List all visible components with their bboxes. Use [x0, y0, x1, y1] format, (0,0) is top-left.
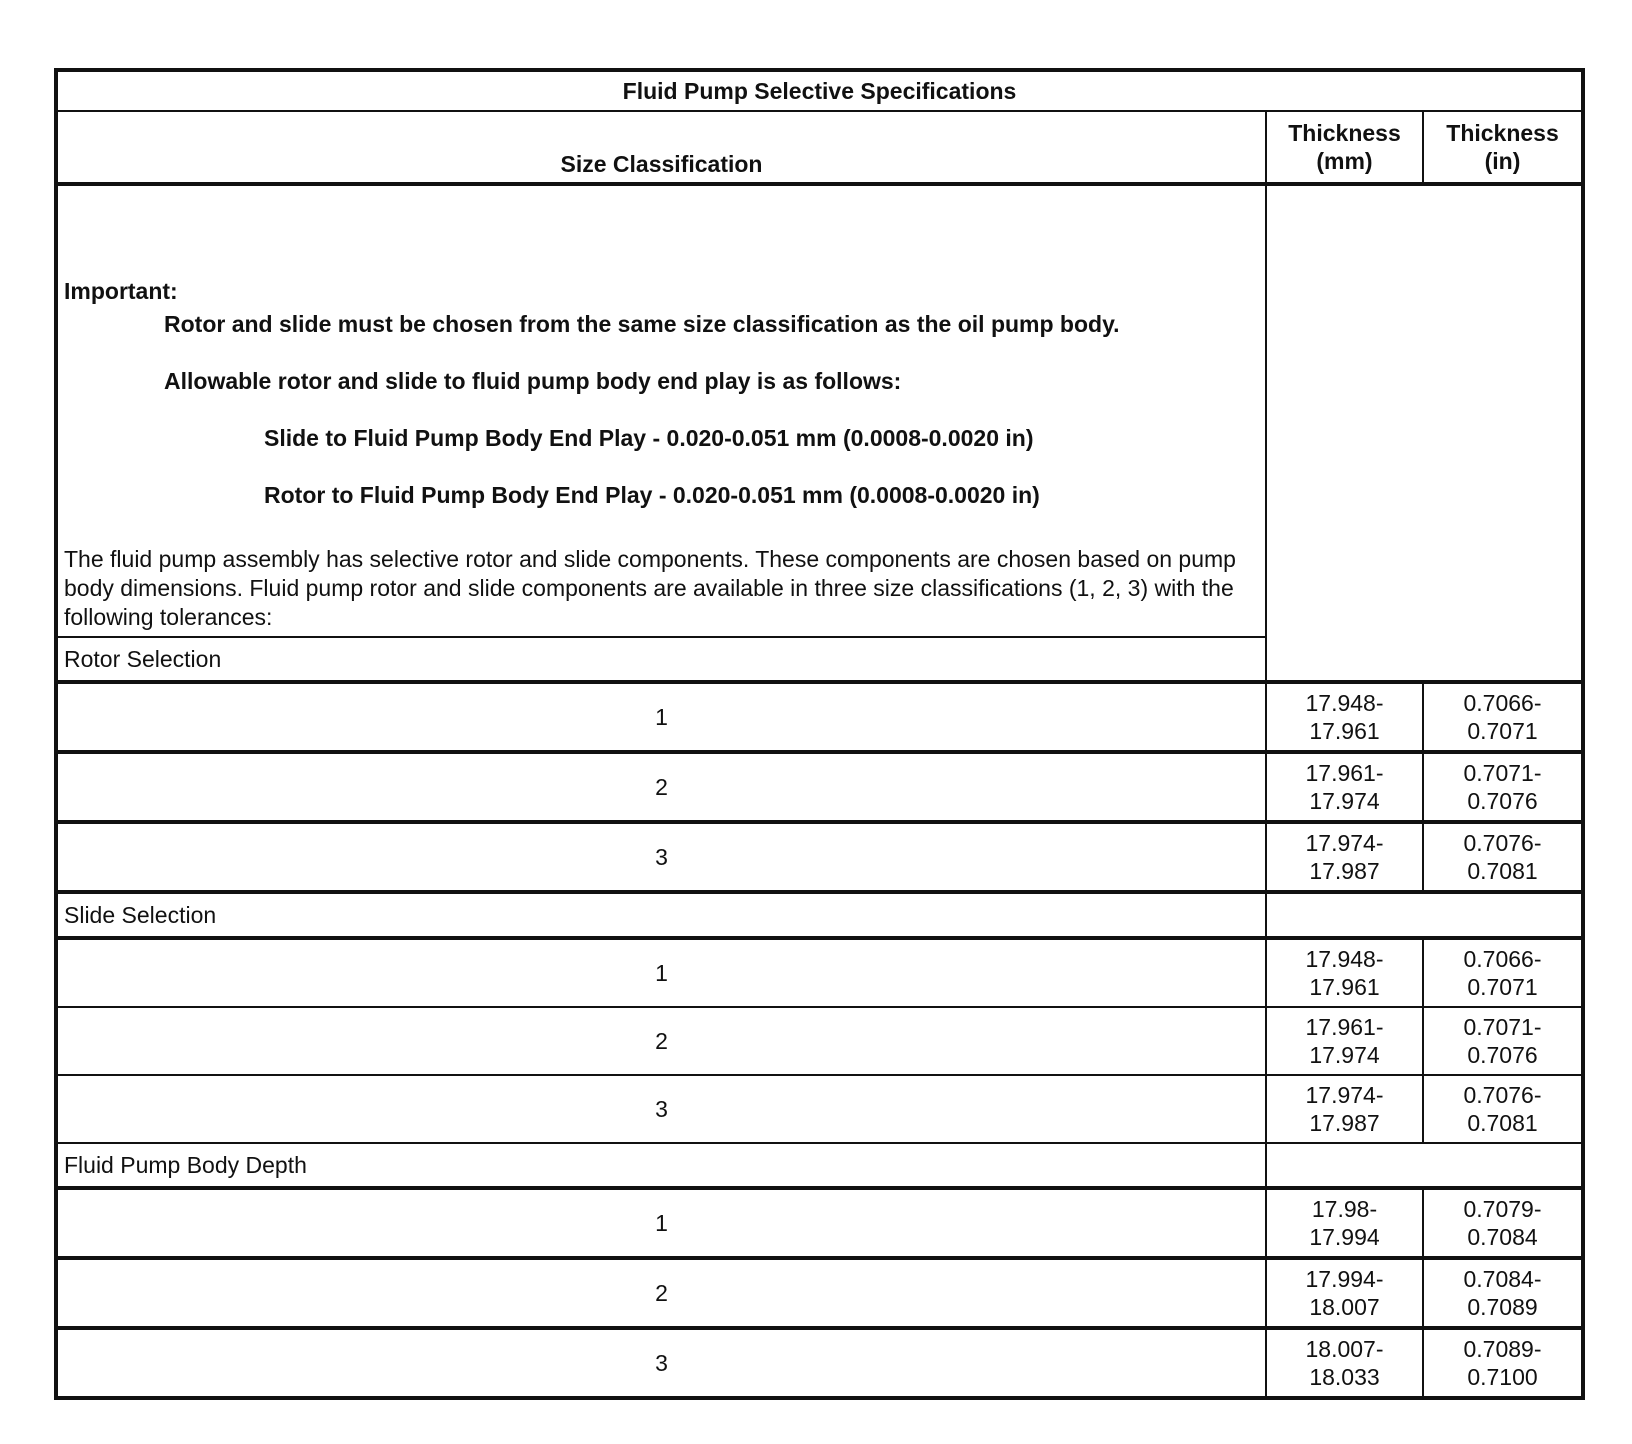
table-row	[56, 1188, 1583, 1258]
notes-row	[56, 184, 1583, 637]
thickness-in-cell	[1423, 752, 1583, 822]
table-title: Fluid Pump Selective Specifications	[56, 70, 1583, 111]
section-label-body-depth: Fluid Pump Body Depth	[56, 1143, 1266, 1188]
table-row	[56, 822, 1583, 892]
thickness-in-header-line2: (in)	[1484, 148, 1521, 174]
in-high: 0.7076	[1467, 788, 1538, 814]
in-low: 0.7084-	[1463, 1266, 1542, 1292]
important-line-1: Rotor and slide must be chosen from the same size classification as the oil pump body.	[164, 311, 1120, 337]
important-heading: Important:	[64, 278, 178, 304]
mm-low: 17.974-	[1305, 830, 1384, 856]
thickness-mm-header	[1266, 111, 1423, 184]
thickness-mm-cell	[1266, 682, 1423, 752]
section-label-rotor: Rotor Selection	[56, 637, 1266, 682]
mm-low: 18.007-	[1305, 1336, 1384, 1362]
size-cell: 2	[56, 752, 1266, 822]
mm-low: 17.961-	[1305, 760, 1384, 786]
thickness-mm-header-line1: Thickness	[1288, 120, 1401, 146]
thickness-mm-header-line2: (mm)	[1316, 148, 1373, 174]
thickness-mm-cell	[1266, 752, 1423, 822]
header-row	[56, 111, 1583, 184]
important-line-4: Rotor to Fluid Pump Body End Play - 0.020-0.051 mm (0.0008-0.0020 in)	[264, 482, 1040, 508]
thickness-mm-cell	[1266, 1075, 1423, 1143]
section-row-slide	[56, 892, 1583, 938]
size-cell: 3	[56, 1075, 1266, 1143]
thickness-mm-cell	[1266, 1328, 1423, 1398]
mm-low: 17.948-	[1305, 946, 1384, 972]
thickness-in-cell	[1423, 1258, 1583, 1328]
mm-high: 17.987	[1309, 858, 1380, 884]
size-cell: 1	[56, 682, 1266, 752]
important-line-3: Slide to Fluid Pump Body End Play - 0.020-0.051 mm (0.0008-0.0020 in)	[264, 425, 1034, 451]
section-label-slide: Slide Selection	[56, 892, 1266, 938]
in-high: 0.7081	[1467, 858, 1538, 884]
mm-low: 17.961-	[1305, 1014, 1384, 1040]
size-cell: 2	[56, 1007, 1266, 1075]
size-cell: 1	[56, 938, 1266, 1007]
in-high: 0.7081	[1467, 1110, 1538, 1136]
in-high: 0.7100	[1467, 1364, 1538, 1390]
thickness-mm-cell	[1266, 822, 1423, 892]
table-row	[56, 682, 1583, 752]
thickness-mm-cell	[1266, 938, 1423, 1007]
size-cell: 3	[56, 1328, 1266, 1398]
notes-blank-cell	[1266, 184, 1583, 682]
mm-low: 17.994-	[1305, 1266, 1384, 1292]
mm-high: 17.994	[1309, 1224, 1380, 1250]
in-high: 0.7089	[1467, 1294, 1538, 1320]
section-blank-cell	[1266, 892, 1583, 938]
mm-high: 17.961	[1309, 718, 1380, 744]
mm-high: 17.974	[1309, 1042, 1380, 1068]
thickness-mm-cell	[1266, 1258, 1423, 1328]
important-line-2: Allowable rotor and slide to fluid pump body end play is as follows:	[164, 368, 902, 394]
thickness-in-cell	[1423, 682, 1583, 752]
size-cell: 2	[56, 1258, 1266, 1328]
mm-high: 18.007	[1309, 1294, 1380, 1320]
mm-high: 17.961	[1309, 974, 1380, 1000]
description-text: The fluid pump assembly has selective rotor and slide components. These components are chosen based on pump body dimensions. Fluid pump rotor and slide components are available in three size classifications (1, 2, 3) with the following tolerances:	[64, 546, 1236, 630]
in-high: 0.7071	[1467, 974, 1538, 1000]
table-row	[56, 1328, 1583, 1398]
mm-high: 18.033	[1309, 1364, 1380, 1390]
mm-high: 17.974	[1309, 788, 1380, 814]
thickness-in-cell	[1423, 1328, 1583, 1398]
thickness-in-cell	[1423, 1007, 1583, 1075]
in-high: 0.7071	[1467, 718, 1538, 744]
thickness-mm-cell	[1266, 1188, 1423, 1258]
in-low: 0.7066-	[1463, 690, 1542, 716]
in-low: 0.7079-	[1463, 1196, 1542, 1222]
size-cell: 1	[56, 1188, 1266, 1258]
thickness-in-header-line1: Thickness	[1446, 120, 1559, 146]
table-row	[56, 1075, 1583, 1143]
in-high: 0.7076	[1467, 1042, 1538, 1068]
table-row	[56, 752, 1583, 822]
notes-cell	[56, 184, 1266, 637]
in-low: 0.7066-	[1463, 946, 1542, 972]
title-row	[56, 70, 1583, 111]
thickness-in-cell	[1423, 1075, 1583, 1143]
in-low: 0.7071-	[1463, 1014, 1542, 1040]
in-low: 0.7076-	[1463, 830, 1542, 856]
table-row	[56, 1258, 1583, 1328]
mm-low: 17.948-	[1305, 690, 1384, 716]
mm-low: 17.98-	[1311, 1196, 1378, 1222]
thickness-in-header	[1423, 111, 1583, 184]
thickness-in-cell	[1423, 822, 1583, 892]
mm-high: 17.987	[1309, 1110, 1380, 1136]
in-low: 0.7089-	[1463, 1336, 1542, 1362]
mm-low: 17.974-	[1305, 1082, 1384, 1108]
section-row-body-depth	[56, 1143, 1583, 1188]
table-row	[56, 1007, 1583, 1075]
in-low: 0.7071-	[1463, 760, 1542, 786]
in-high: 0.7084	[1467, 1224, 1538, 1250]
thickness-mm-cell	[1266, 1007, 1423, 1075]
size-cell: 3	[56, 822, 1266, 892]
spec-table	[54, 68, 1585, 1400]
thickness-in-cell	[1423, 1188, 1583, 1258]
size-classification-header: Size Classification	[56, 111, 1266, 184]
section-blank-cell	[1266, 1143, 1583, 1188]
table-row	[56, 938, 1583, 1007]
in-low: 0.7076-	[1463, 1082, 1542, 1108]
thickness-in-cell	[1423, 938, 1583, 1007]
